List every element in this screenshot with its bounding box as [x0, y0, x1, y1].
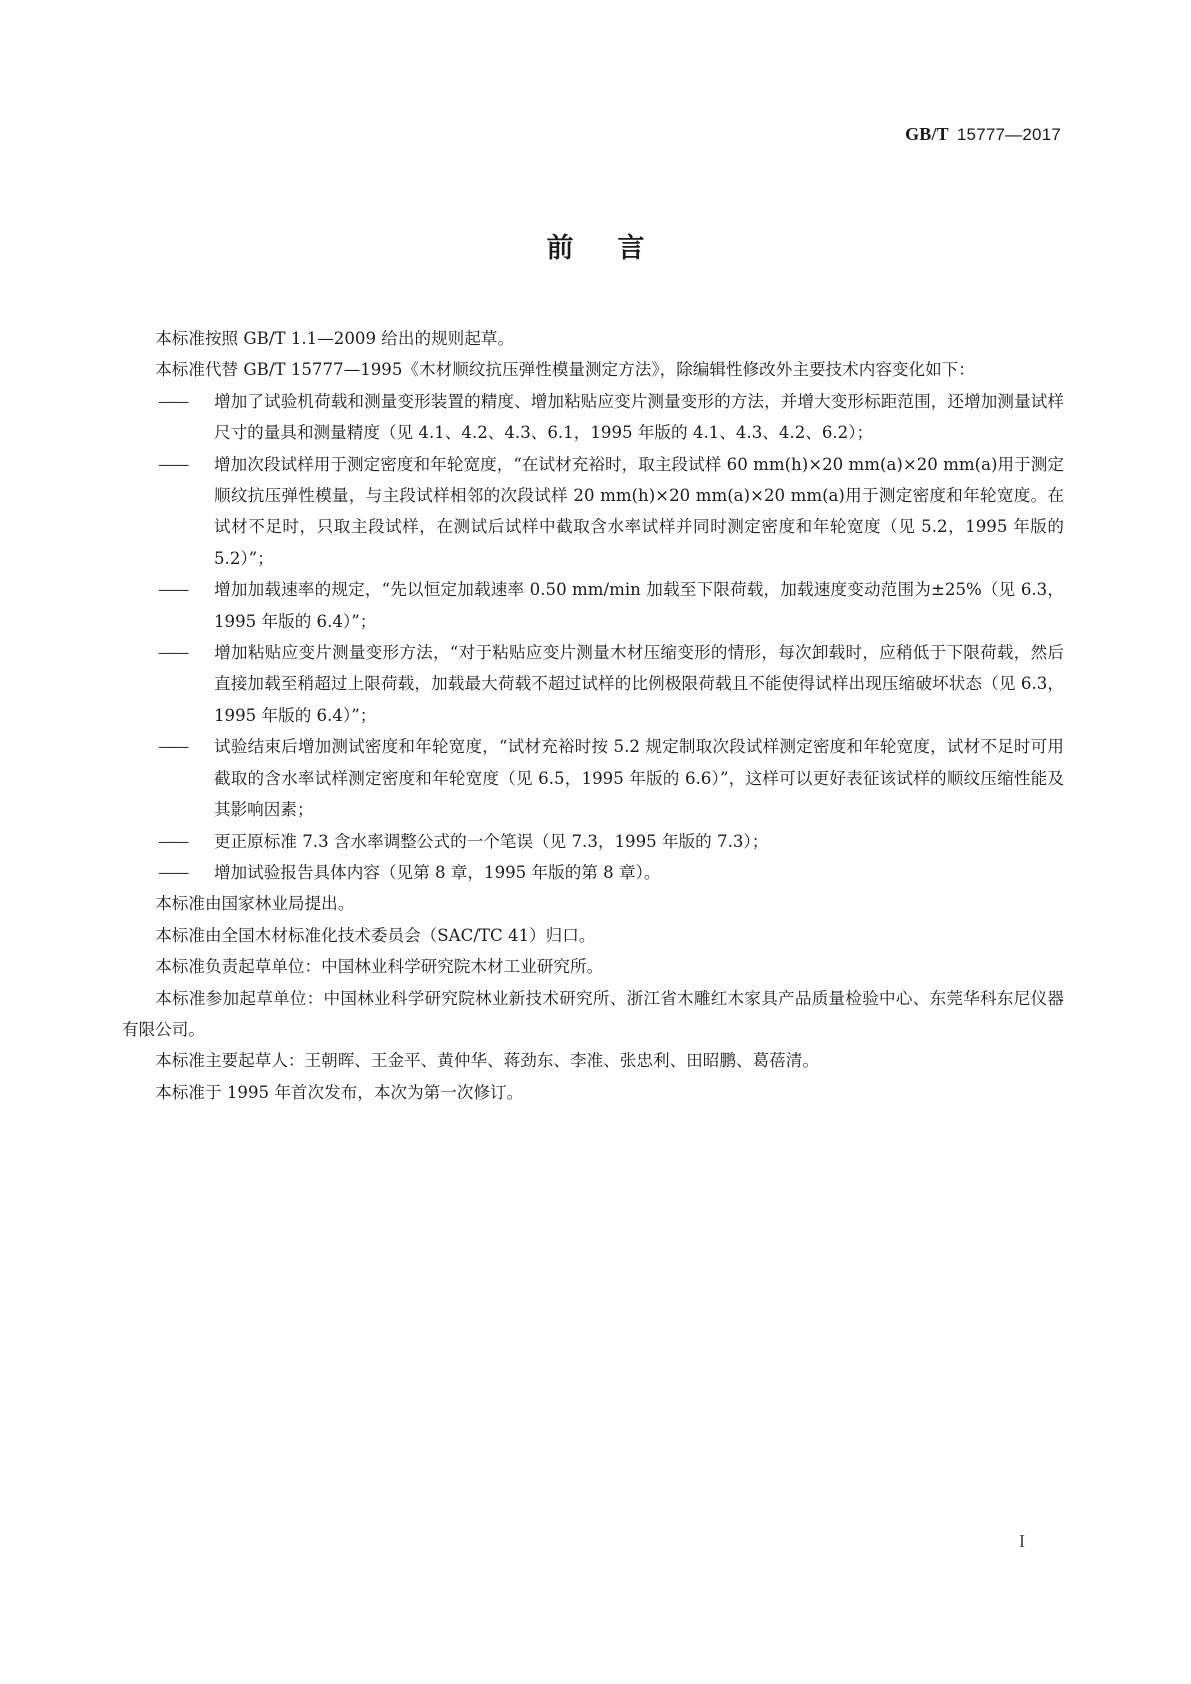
main-drafters-paragraph: 本标准主要起草人：王朝晖、王金平、黄仲华、蒋劲东、李准、张忠利、田昭鹏、葛蓓清。 [155, 1051, 819, 1071]
standard-code-header [905, 124, 1061, 145]
intro-paragraph-replacement: 本标准代替 GB/T 15777—1995《木材顺纹抗压弹性模量测定方法》，除编辑性修改外主要技术内容变化如下： [155, 360, 975, 380]
change-item-text: 增加试验报告具体内容（见第 8 章，1995 年版的第 8 章）。 [214, 862, 661, 882]
change-item [122, 731, 1064, 825]
standard-number: 15777—2017 [956, 125, 1061, 144]
change-item [122, 857, 1064, 888]
participating-drafters-paragraph: 本标准参加起草单位：中国林业科学研究院林业新技术研究所、浙江省木雕红木家具产品质量检验中心、东莞华科东尼仪器有限公司。 [122, 988, 1064, 1039]
dash-bullet: —— [158, 580, 188, 600]
change-item-text: 试验结束后增加测试密度和年轮宽度，“试材充裕时按 5.2 规定制取次段试样测定密度和年轮宽度，试材不足时可用截取的含水率试样测定密度和年轮宽度（见 6.5，1995 年版的 6.6）”，这样可以更好表征该试样的顺纹压缩性能及其影响因素； [214, 737, 1064, 820]
dash-bullet: —— [158, 831, 188, 851]
proposer-paragraph: 本标准由国家林业局提出。 [155, 894, 355, 914]
responsible-drafter-paragraph: 本标准负责起草单位：中国林业科学研究院木材工业研究所。 [155, 957, 604, 977]
dash-bullet: —— [158, 862, 188, 882]
changes-list [122, 386, 1064, 889]
change-item [122, 826, 1064, 857]
change-item-text: 增加加载速率的规定，“先以恒定加载速率 0.50 mm/min 加载至下限荷载，加载速度变动范围为±25%（见 6.3，1995 年版的 6.4）”； [214, 580, 1064, 631]
intro-paragraph-drafting-rules: 本标准按照 GB/T 1.1—2009 给出的规则起草。 [155, 329, 515, 348]
change-item-text: 增加次段试样用于测定密度和年轮宽度，“在试材充裕时，取主段试样 60 mm(h)×20 mm(a)×20 mm(a)用于测定顺纹抗压弹性模量，与主段试样相邻的次段试样 20 mm(h)×20 mm(a)×20 mm(a)用于测定密度和年轮宽度。在试材不足时，只取主段试样，在测试后试样中截取含水率试样并同时测定密度和年轮宽度（见 5.2，1995 年版的 5.2）”； [214, 454, 1064, 568]
dash-bullet: —— [158, 454, 188, 474]
page-title: 前言 [546, 233, 689, 264]
committee-paragraph: 本标准由全国木材标准化技术委员会（SAC/TC 41）归口。 [155, 925, 596, 945]
change-item [122, 637, 1064, 731]
dash-bullet: —— [158, 737, 188, 757]
change-item-text: 更正原标准 7.3 含水率调整公式的一个笔误（见 7.3，1995 年版的 7.3）； [214, 831, 769, 851]
dash-bullet: —— [158, 643, 188, 663]
change-item-text: 增加了试验机荷载和测量变形装置的精度、增加粘贴应变片测量变形的方法，并增大变形标距范围，还增加测量试样尺寸的量具和测量精度（见 4.1、4.2、4.3、6.1，1995 年版的 4.1、4.3、4.2、6.2）； [214, 391, 1064, 443]
change-item-text: 增加粘贴应变片测量变形方法，“对于粘贴应变片测量木材压缩变形的情形，每次卸载时，应稍低于下限荷载，然后直接加载至稍超过上限荷载，加载最大荷载不超过试样的比例极限荷载且不能使得试样出现压缩破坏状态（见 6.3，1995 年版的 6.4）”； [214, 643, 1064, 725]
change-item [122, 574, 1064, 637]
foreword-body [122, 323, 1064, 1108]
change-item [122, 449, 1064, 575]
change-item [122, 386, 1064, 449]
publication-history-paragraph: 本标准于 1995 年首次发布，本次为第一次修订。 [155, 1082, 524, 1102]
page-number: I [1019, 1531, 1025, 1551]
standard-prefix: GB/T [905, 124, 949, 144]
dash-bullet: —— [158, 391, 188, 411]
